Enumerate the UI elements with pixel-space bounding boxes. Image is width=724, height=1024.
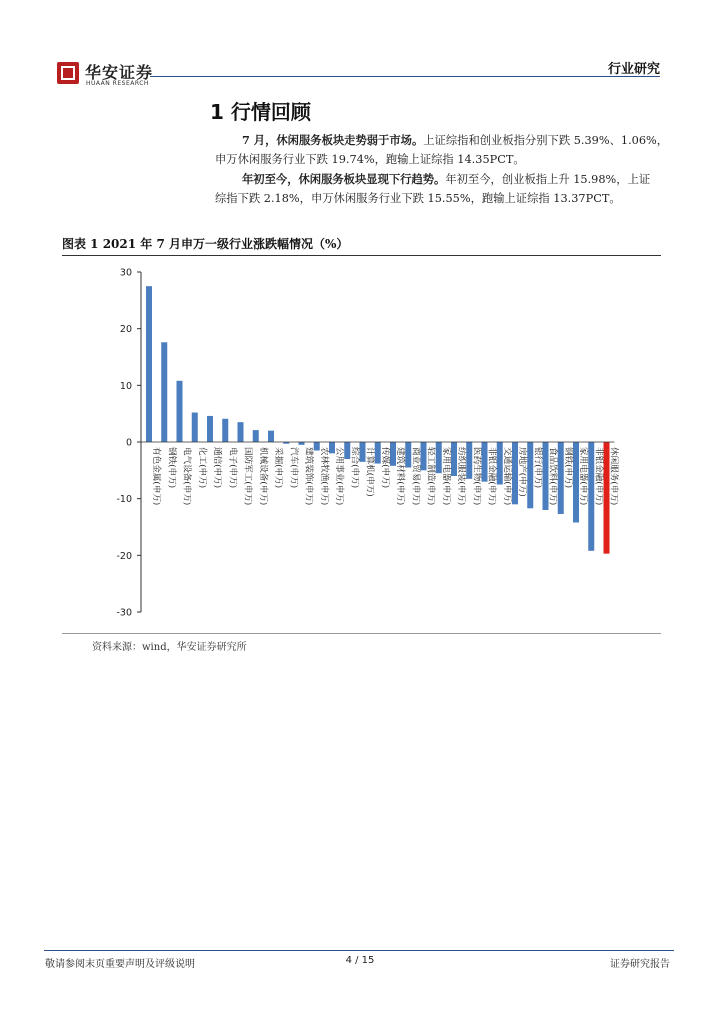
report-type: 行业研究	[607, 62, 660, 77]
x-tick-label: 交通运输(申万)	[501, 447, 512, 506]
bar	[253, 430, 259, 442]
x-tick-label: 医药生物(申万)	[471, 447, 482, 506]
x-tick-label: 家用电器(申万)	[440, 447, 451, 506]
y-tick-label: 30	[119, 267, 132, 279]
x-tick-label: 采掘(申万)	[273, 447, 283, 489]
x-tick-label: 机械设备(申万)	[257, 447, 268, 506]
x-tick-label: 非银金融(申万)	[486, 447, 497, 506]
x-tick-label: 轻工制造(申万)	[425, 447, 436, 506]
x-tick-label: 非银金融(申万)	[593, 447, 604, 506]
logo-icon	[57, 62, 79, 84]
figure-top-rule	[62, 255, 661, 256]
figure-bottom-rule	[62, 633, 661, 634]
bar	[268, 431, 274, 442]
x-tick-label: 通信(申万)	[212, 447, 222, 489]
x-tick-label: 农林牧渔(申万)	[318, 447, 329, 506]
bar	[177, 381, 183, 442]
bars	[141, 286, 615, 553]
paragraph-2-line-2: 综指下跌 2.18%，申万休闲服务行业下跌 15.55%，跑输上证综指 13.37PCT。	[215, 192, 621, 205]
paragraph-2-rest: 年初至今，创业板指上升 15.98%，上证	[445, 173, 651, 186]
bar	[238, 422, 244, 442]
paragraph-1-line-2: 申万休闲服务行业下跌 19.74%，跑输上证综指 14.35PCT。	[215, 153, 525, 166]
bar	[146, 286, 152, 442]
x-tick-labels	[151, 447, 621, 505]
x-tick-label: 食品饮料(申万)	[547, 447, 558, 506]
page-number: 4 / 15	[345, 955, 375, 966]
y-tick-label: -30	[116, 607, 132, 619]
bar	[207, 416, 213, 442]
figure-source: 资料来源：wind，华安证券研究所	[92, 642, 247, 653]
x-tick-label: 汽车(申万)	[288, 447, 299, 489]
bar-chart	[62, 258, 661, 630]
y-tick-label: -20	[116, 550, 132, 562]
figure-caption: 图表 1 2021 年 7 月申万一级行业涨跌幅情况（%）	[62, 237, 349, 251]
y-axis	[116, 268, 141, 619]
x-tick-label: 钢铁(申万)	[562, 447, 573, 489]
paragraph-1-line-1	[242, 130, 668, 151]
x-tick-label: 建筑装饰(申万)	[303, 447, 314, 506]
bar	[299, 442, 305, 445]
x-tick-label: 休闲服务(申万)	[608, 447, 619, 506]
x-tick-label: 电子(申万)	[227, 447, 238, 489]
x-tick-label: 银行(申万)	[532, 447, 543, 489]
bar	[161, 342, 167, 442]
footer-disclaimer: 敬请参阅末页重要声明及评级说明	[45, 959, 195, 970]
footer-divider	[44, 950, 674, 951]
y-tick-label: 10	[119, 380, 132, 392]
x-tick-label: 有色金属(申万)	[151, 447, 161, 506]
bar	[222, 419, 228, 442]
x-tick-label: 钢铁(申万)	[166, 447, 177, 489]
x-tick-label: 房地产(申万)	[517, 447, 527, 497]
section-title: 1 行情回顾	[210, 100, 311, 124]
y-tick-label: -10	[116, 494, 132, 506]
brand-english: HUAAN RESEARCH	[86, 80, 149, 87]
y-tick-label: 0	[125, 437, 132, 449]
x-tick-label: 传媒(申万)	[379, 447, 390, 489]
x-tick-label: 国防军工(申万)	[242, 447, 253, 506]
paragraph-1-rest: 上证综指和创业板指分别下跌 5.39%、1.06%，	[423, 134, 669, 147]
brand-name: 华安证券	[85, 63, 154, 82]
x-tick-label: 电气设备(申万)	[181, 447, 192, 506]
x-tick-label: 家用电器(申万)	[578, 447, 588, 506]
x-tick-label: 公用事业(申万)	[334, 447, 344, 506]
x-tick-label: 综合(申万)	[349, 447, 360, 489]
bar	[192, 413, 198, 442]
x-tick-label: 商业贸易(申万)	[410, 447, 421, 506]
paragraph-2-line-1	[242, 169, 650, 190]
paragraph-1-lead: 7 月，休闲服务板块走势弱于市场。	[242, 133, 424, 147]
x-tick-label: 纺织服装(申万)	[456, 447, 466, 506]
x-tick-label: 计算机(申万)	[364, 447, 375, 497]
footer-doctype: 证券研究报告	[610, 959, 670, 970]
y-tick-label: 20	[119, 324, 132, 336]
paragraph-2-lead: 年初至今，休闲服务板块显现下行趋势。	[242, 172, 446, 186]
x-tick-label: 建筑材料(申万)	[395, 447, 405, 506]
x-tick-label: 化工(申万)	[196, 447, 207, 489]
header-divider	[150, 76, 660, 77]
